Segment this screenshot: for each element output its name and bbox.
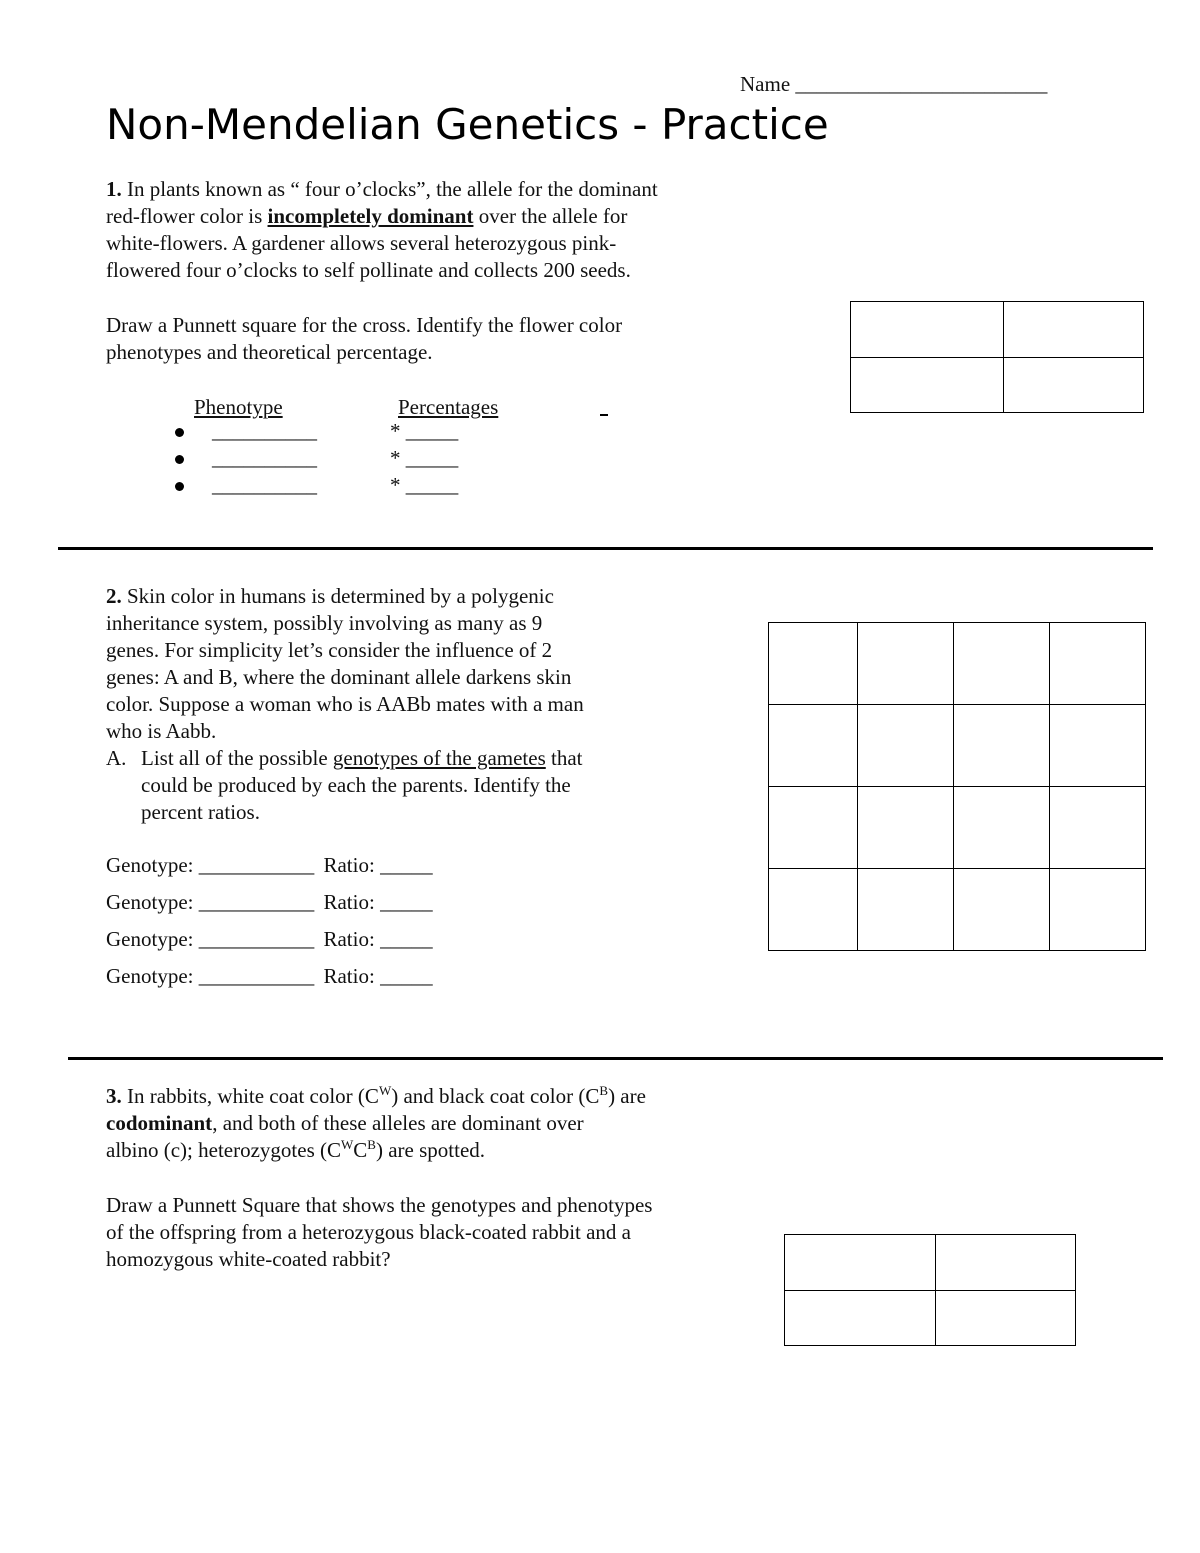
genotype-blank[interactable]: ___________ (198, 890, 315, 914)
phenotype-blank[interactable]: __________ (212, 446, 317, 470)
gamete-row (106, 926, 433, 953)
q3-superscript: B (599, 1083, 609, 1098)
percentage-blank[interactable]: _____ (405, 446, 459, 470)
punnett-square-4x4 (768, 622, 1146, 951)
q1-number: 1. (106, 177, 122, 201)
q2-part-a-text: that (545, 746, 583, 770)
ratio-label: Ratio: (323, 890, 375, 914)
punnett-cell[interactable] (769, 869, 858, 951)
phenotype-blank[interactable]: __________ (212, 473, 317, 497)
percentage-entry[interactable] (390, 472, 458, 499)
q3-key-term: codominant (106, 1111, 213, 1135)
punnett-cell[interactable] (1050, 705, 1146, 787)
punnett-cell[interactable] (858, 869, 954, 951)
gamete-row (106, 963, 433, 990)
percentage-blank[interactable]: _____ (405, 419, 459, 443)
ratio-label: Ratio: (323, 964, 375, 988)
name-blank[interactable]: ________________________ (795, 72, 1048, 96)
q1-line: In plants known as “ four o’clocks”, the allele for the dominant (121, 177, 658, 201)
q3-text: albino (c); heterozygotes (C (106, 1138, 341, 1162)
name-label: Name (740, 72, 791, 96)
q1-instruction-line: Draw a Punnett square for the cross. Identify the flower color (106, 313, 623, 337)
question-1 (106, 176, 658, 284)
ratio-blank[interactable]: _____ (380, 890, 433, 914)
q1-line: over the allele for (473, 204, 628, 228)
q3-instruction-line: homozygous white-coated rabbit? (106, 1247, 391, 1271)
bullet-icon (175, 455, 184, 464)
q3-text: ) are (608, 1084, 646, 1108)
bullet-icon (175, 428, 184, 437)
percentage-entry[interactable] (390, 445, 458, 472)
star-icon: * (390, 473, 401, 497)
punnett-cell[interactable] (1050, 787, 1146, 869)
genotype-label: Genotype: (106, 890, 194, 914)
q2-number: 2. (106, 584, 122, 608)
punnett-cell[interactable] (954, 787, 1050, 869)
bullet-icon (175, 482, 184, 491)
q3-superscript: W (378, 1083, 392, 1098)
question-3 (106, 1083, 646, 1164)
punnett-square-2x2 (850, 301, 1144, 413)
ratio-blank[interactable]: _____ (380, 927, 433, 951)
q3-number: 3. (106, 1084, 122, 1108)
q3-instructions (106, 1192, 652, 1273)
q1-instruction-line: phenotypes and theoretical percentage. (106, 340, 433, 364)
q1-line: red-flower color is (106, 204, 268, 228)
punnett-cell[interactable] (1050, 869, 1146, 951)
q1-line: white-flowers. A gardener allows several heterozygous pink- (106, 231, 617, 255)
genotype-label: Genotype: (106, 927, 194, 951)
punnett-cell[interactable] (769, 705, 858, 787)
q2-line: Skin color in humans is determined by a polygenic (121, 584, 554, 608)
punnett-cell[interactable] (785, 1235, 936, 1291)
percentage-blank[interactable]: _____ (405, 473, 459, 497)
punnett-cell[interactable] (954, 705, 1050, 787)
punnett-cell[interactable] (851, 357, 1004, 413)
phenotype-header: Phenotype (194, 395, 283, 419)
star-icon: * (390, 446, 401, 470)
q2-line: color. Suppose a woman who is AABb mates with a man (106, 692, 584, 716)
q3-text: ) and black coat color (C (391, 1084, 600, 1108)
punnett-cell[interactable] (936, 1290, 1076, 1346)
section-divider (68, 1057, 1163, 1060)
punnett-cell[interactable] (1004, 302, 1144, 358)
q3-text: ) are spotted. (375, 1138, 486, 1162)
punnett-cell[interactable] (1004, 357, 1144, 413)
q2-part-a-key-term: genotypes of the gametes (332, 746, 546, 770)
gamete-row (106, 852, 433, 879)
q2-part-a (141, 745, 583, 826)
q1-instructions (106, 312, 622, 366)
q2-line: genes: A and B, where the dominant allele darkens skin (106, 665, 572, 689)
q3-superscript: W (341, 1137, 354, 1152)
section-divider (58, 547, 1153, 550)
gamete-row (106, 889, 433, 916)
punnett-cell[interactable] (858, 623, 954, 705)
phenotype-blank[interactable]: __________ (212, 419, 317, 443)
page-title: Non-Mendelian Genetics - Practice (106, 100, 829, 149)
q3-instruction-line: of the offspring from a heterozygous black-coated rabbit and a (106, 1220, 631, 1244)
punnett-cell[interactable] (851, 302, 1004, 358)
ratio-blank[interactable]: _____ (380, 853, 433, 877)
punnett-cell[interactable] (954, 623, 1050, 705)
q2-part-a-text: could be produced by each the parents. Identify the (141, 773, 571, 797)
punnett-square-2x2 (784, 1234, 1076, 1346)
q2-part-a-text: List all of the possible (141, 746, 333, 770)
genotype-blank[interactable]: ___________ (198, 927, 315, 951)
genotype-label: Genotype: (106, 964, 194, 988)
punnett-cell[interactable] (858, 787, 954, 869)
q2-part-a-label: A. (106, 746, 127, 770)
q1-line: flowered four o’clocks to self pollinate and collects 200 seeds. (106, 258, 631, 282)
q2-part-a-text: percent ratios. (141, 800, 260, 824)
punnett-cell[interactable] (785, 1290, 936, 1346)
ratio-blank[interactable]: _____ (380, 964, 433, 988)
q3-text: , and both of these alleles are dominant over (212, 1111, 584, 1135)
punnett-cell[interactable] (769, 787, 858, 869)
star-icon: * (390, 419, 401, 443)
q3-instruction-line: Draw a Punnett Square that shows the genotypes and phenotypes (106, 1193, 653, 1217)
q3-superscript: B (367, 1137, 376, 1152)
punnett-cell[interactable] (936, 1235, 1076, 1291)
header-dash (600, 414, 608, 416)
question-2 (106, 583, 584, 745)
q3-text: C (353, 1138, 368, 1162)
q3-text: In rabbits, white coat color (C (121, 1084, 379, 1108)
percentages-header-label: Percentages (398, 395, 499, 419)
q2-line: inheritance system, possibly involving as many as 9 (106, 611, 543, 635)
genotype-label: Genotype: (106, 853, 194, 877)
punnett-cell[interactable] (954, 869, 1050, 951)
q1-key-term: incompletely dominant (267, 204, 474, 228)
q2-line: genes. For simplicity let’s consider the influence of 2 (106, 638, 553, 662)
ratio-label: Ratio: (323, 853, 375, 877)
q2-line: who is Aabb. (106, 719, 217, 743)
punnett-cell[interactable] (1050, 623, 1146, 705)
punnett-cell[interactable] (769, 623, 858, 705)
percentages-header (398, 394, 498, 421)
genotype-blank[interactable]: ___________ (198, 853, 315, 877)
name-field[interactable] (740, 72, 1047, 97)
ratio-label: Ratio: (323, 927, 375, 951)
punnett-cell[interactable] (858, 705, 954, 787)
genotype-blank[interactable]: ___________ (198, 964, 315, 988)
percentage-entry[interactable] (390, 418, 458, 445)
